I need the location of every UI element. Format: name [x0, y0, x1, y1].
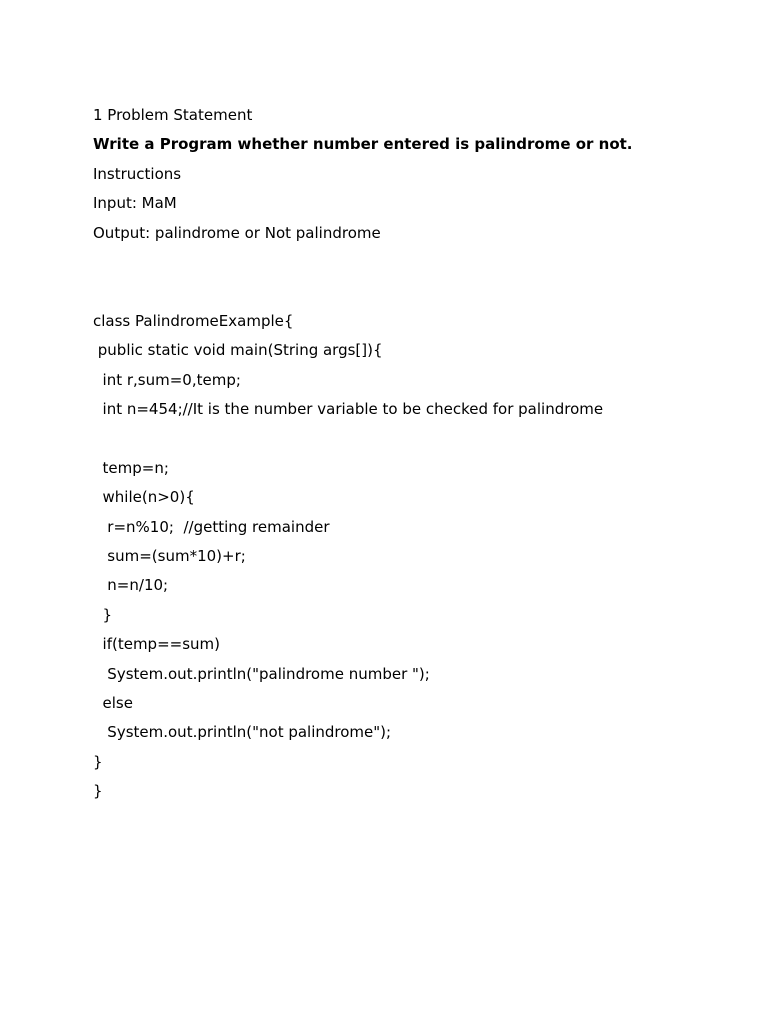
code-line: }: [93, 782, 103, 801]
code-line: int n=454;//It is the number variable to be checked for palindrome: [93, 400, 604, 419]
code-line: while(n>0){: [93, 488, 195, 507]
code-line: class PalindromeExample{: [93, 311, 294, 330]
code-block: [93, 309, 733, 809]
code-line: System.out.println("not palindrome");: [93, 723, 392, 742]
code-line: else: [93, 694, 133, 713]
code-line: sum=(sum*10)+r;: [93, 547, 246, 566]
code-line: }: [93, 605, 113, 624]
output-line: Output: palindrome or Not palindrome: [93, 223, 381, 242]
code-line: [93, 427, 733, 456]
code-line: temp=n;: [93, 458, 169, 477]
code-line: int r,sum=0,temp;: [93, 370, 241, 389]
input-line: Input: MaM: [93, 194, 177, 213]
instructions-label: Instructions: [93, 164, 182, 183]
code-line: if(temp==sum): [93, 635, 221, 654]
code-line: r=n%10; //getting remainder: [93, 517, 330, 536]
problem-title: Write a Program whether number entered is palindrome or not.: [93, 135, 633, 154]
code-line: System.out.println("palindrome number ");: [93, 664, 430, 683]
code-line: public static void main(String args[]){: [93, 341, 383, 360]
code-line: n=n/10;: [93, 576, 169, 595]
problem-heading: 1 Problem Statement: [93, 106, 253, 124]
document-page: [93, 103, 733, 809]
code-line: }: [93, 752, 103, 771]
